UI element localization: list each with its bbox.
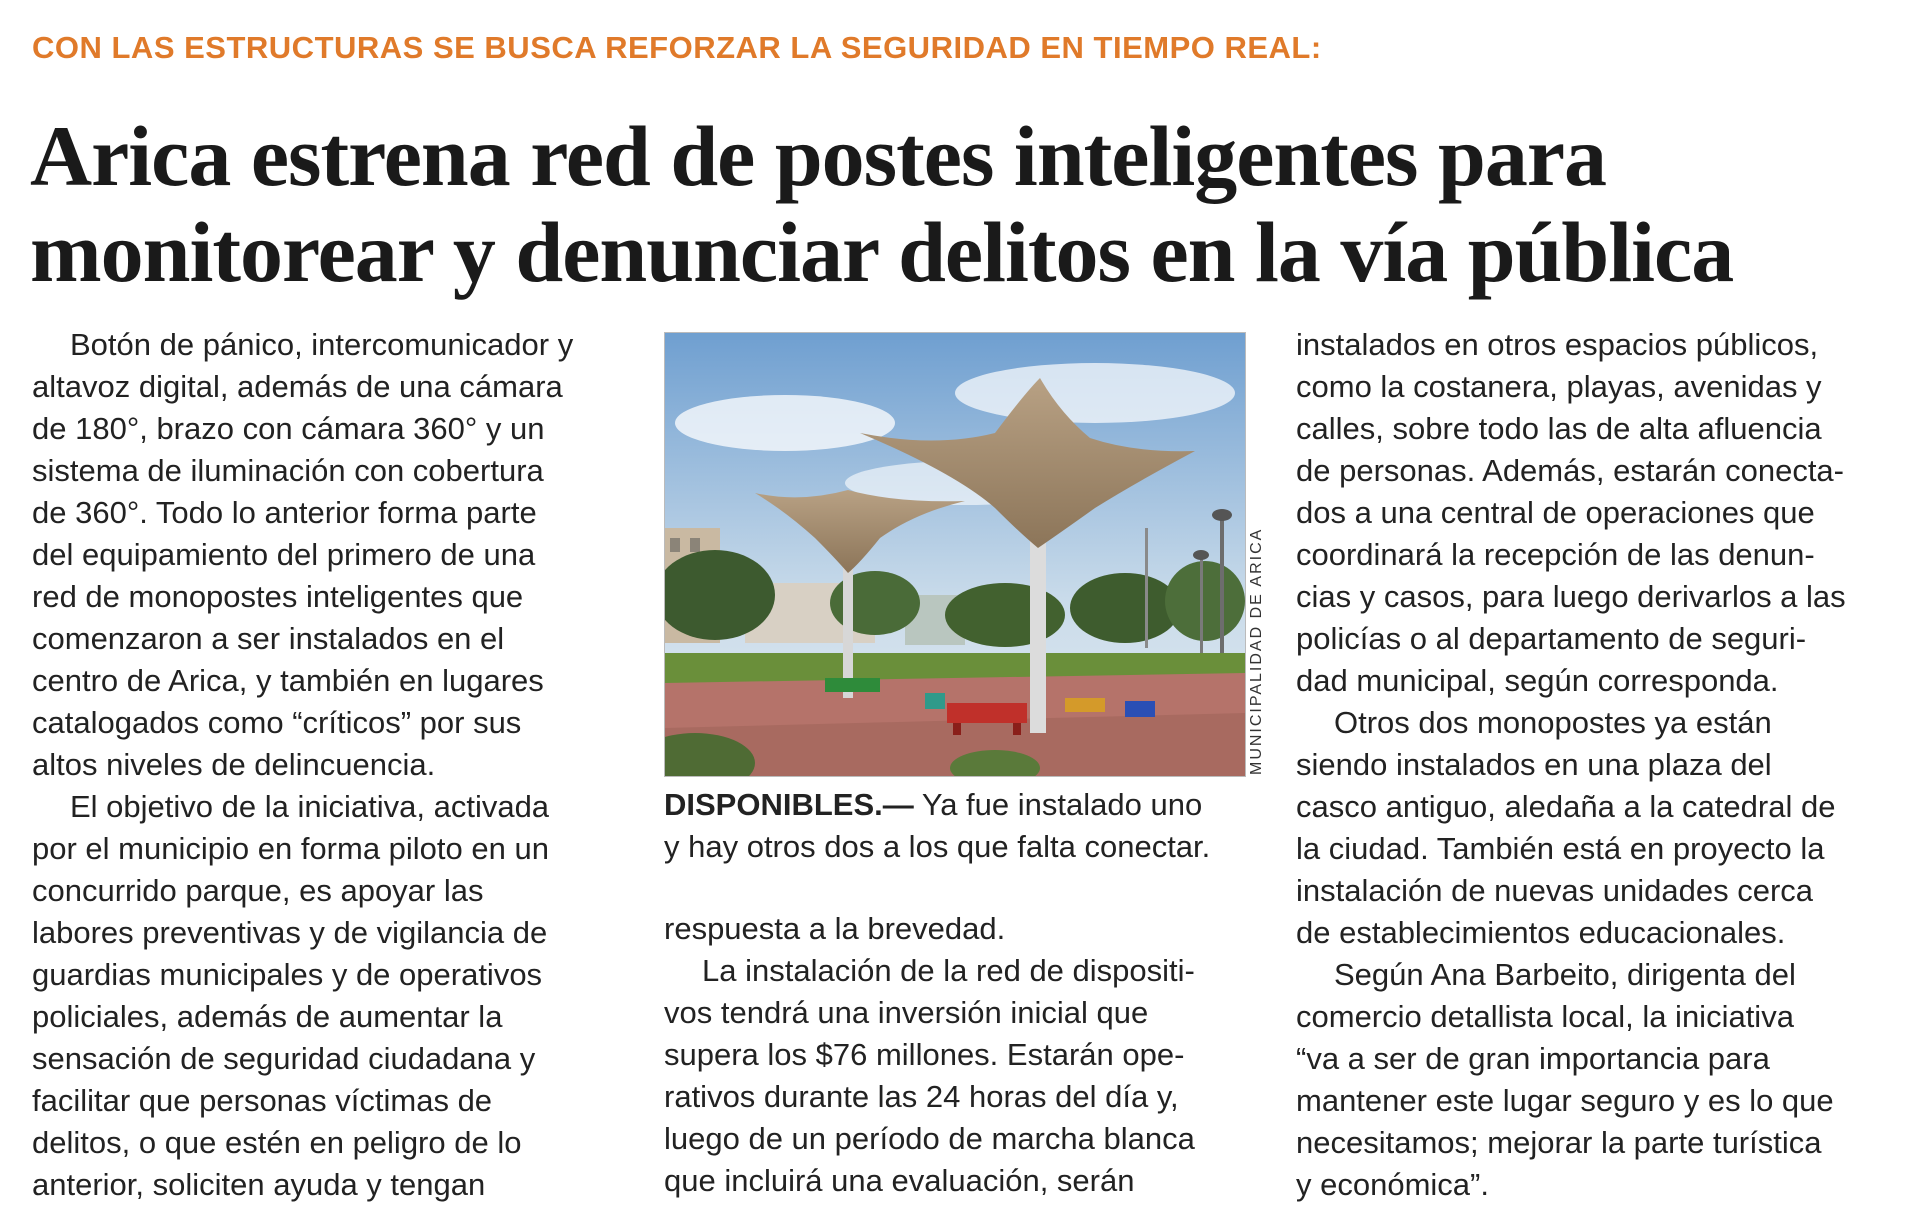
text-line: facilitar que personas víctimas de — [32, 1083, 493, 1118]
article-column-2 — [664, 908, 1264, 1202]
text-line: del equipamiento del primero de una — [32, 537, 536, 572]
headline-line: Arica estrena red de postes inteligentes para — [30, 108, 1607, 204]
text-line: de 360°. Todo lo anterior forma parte — [32, 495, 537, 530]
text-line: centro de Arica, y también en lugares — [32, 663, 544, 698]
text-line: siendo instalados en una plaza del — [1296, 747, 1772, 782]
text-line: comenzaron a ser instalados en el — [32, 621, 505, 656]
text-line: Otros dos monopostes ya están — [1334, 705, 1772, 740]
text-line: coordinará la recepción de las denun- — [1296, 537, 1815, 572]
text-line: sensación de seguridad ciudadana y — [32, 1041, 536, 1076]
article-photo — [664, 332, 1246, 777]
text-line: de 180°, brazo con cámara 360° y un — [32, 411, 545, 446]
text-line: supera los $76 millones. Estarán ope- — [664, 1037, 1185, 1072]
text-line: altavoz digital, además de una cámara — [32, 369, 563, 404]
plaza-sun-shades-illustration — [665, 333, 1245, 776]
text-line: cias y casos, para luego derivarlos a las — [1296, 579, 1846, 614]
caption-line — [664, 784, 1264, 826]
text-line: “va a ser de gran importancia para — [1296, 1041, 1770, 1076]
text-line: vos tendrá una inversión inicial que — [664, 995, 1149, 1030]
headline-line: monitorear y denunciar delitos en la vía pública — [30, 204, 1734, 300]
text-line: labores preventivas y de vigilancia de — [32, 915, 548, 950]
text-line: como la costanera, playas, avenidas y — [1296, 369, 1822, 404]
text-line: mantener este lugar seguro y es lo que — [1296, 1083, 1834, 1118]
text-line: red de monopostes inteligentes que — [32, 579, 524, 614]
text-line: necesitamos; mejorar la parte turística — [1296, 1125, 1822, 1160]
text-line: delitos, o que estén en peligro de lo — [32, 1125, 522, 1160]
text-line: dad municipal, según corresponda. — [1296, 663, 1779, 698]
kicker: CON LAS ESTRUCTURAS SE BUSCA REFORZAR LA SEGURIDAD EN TIEMPO REAL: — [32, 30, 1322, 65]
caption-text: Ya fue instalado uno — [913, 787, 1203, 822]
article-column-1 — [32, 324, 632, 1206]
text-line: dos a una central de operaciones que — [1296, 495, 1815, 530]
text-line: respuesta a la brevedad. — [664, 911, 1006, 946]
text-line: luego de un período de marcha blanca — [664, 1121, 1195, 1156]
article-column-3 — [1296, 324, 1896, 1206]
text-line: instalación de nuevas unidades cerca — [1296, 873, 1814, 908]
text-line: altos niveles de delincuencia. — [32, 747, 436, 782]
text-line: policiales, además de aumentar la — [32, 999, 503, 1034]
text-line: comercio detallista local, la iniciativa — [1296, 999, 1794, 1034]
text-line: La instalación de la red de dispositi- — [702, 953, 1195, 988]
text-line: anterior, soliciten ayuda y tengan — [32, 1167, 486, 1202]
text-line: guardias municipales y de operativos — [32, 957, 543, 992]
text-line: rativos durante las 24 horas del día y, — [664, 1079, 1179, 1114]
text-line: instalados en otros espacios públicos, — [1296, 327, 1819, 362]
text-line: sistema de iluminación con cobertura — [32, 453, 544, 488]
text-line: por el municipio en forma piloto en un — [32, 831, 549, 866]
text-line: catalogados como “críticos” por sus — [32, 705, 522, 740]
caption-lead: DISPONIBLES.— — [664, 787, 914, 822]
text-line: Botón de pánico, intercomunicador y — [70, 327, 574, 362]
photo-credit: MUNICIPALIDAD DE ARICA — [1248, 527, 1265, 775]
text-line: casco antiguo, aledaña a la catedral de — [1296, 789, 1836, 824]
text-line: concurrido parque, es apoyar las — [32, 873, 484, 908]
text-line: calles, sobre todo las de alta afluencia — [1296, 411, 1822, 446]
text-line: que incluirá una evaluación, serán — [664, 1163, 1135, 1198]
text-line: de establecimientos educacionales. — [1296, 915, 1786, 950]
text-line: de personas. Además, estarán conecta- — [1296, 453, 1844, 488]
text-line: policías o al departamento de seguri- — [1296, 621, 1807, 656]
headline — [30, 108, 1890, 300]
text-line: y económica”. — [1296, 1167, 1489, 1202]
text-line: El objetivo de la iniciativa, activada — [70, 789, 550, 824]
text-line: la ciudad. También está en proyecto la — [1296, 831, 1825, 866]
caption-line: y hay otros dos a los que falta conectar. — [664, 829, 1211, 864]
photo-caption — [664, 784, 1264, 868]
text-line: Según Ana Barbeito, dirigenta del — [1334, 957, 1796, 992]
